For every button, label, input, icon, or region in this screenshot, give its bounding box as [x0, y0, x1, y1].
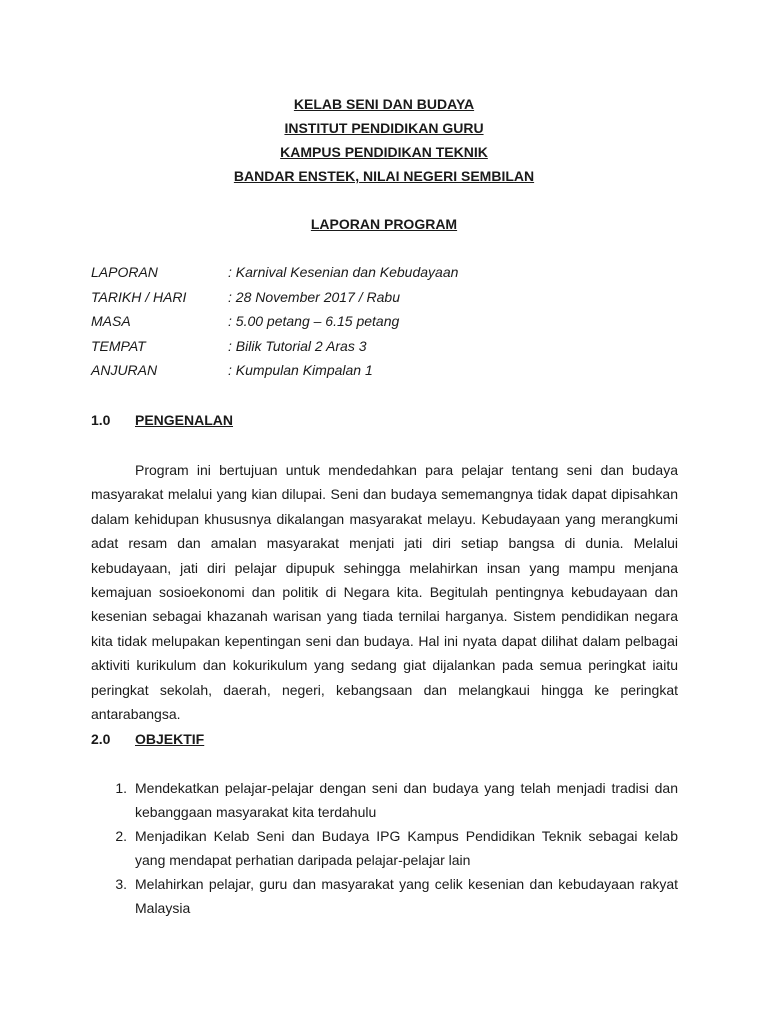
- info-value: : 5.00 petang – 6.15 petang: [228, 313, 400, 329]
- info-value: : Kumpulan Kimpalan 1: [228, 362, 373, 378]
- header-address: BANDAR ENSTEK, NILAI NEGERI SEMBILAN: [233, 168, 535, 184]
- objective-number: 2.: [115, 828, 127, 844]
- objective-item: [91, 872, 678, 920]
- objective-number: 1.: [115, 780, 127, 796]
- report-title: LAPORAN PROGRAM: [310, 216, 458, 232]
- objectives-list: [91, 776, 678, 920]
- info-row-tarikh: [91, 287, 691, 312]
- introduction-paragraph: Program ini bertujuan untuk mendedahkan para pelajar tentang seni dan budaya masyarakat melalui yang kian dilupai. Seni dan budaya sememangnya tidak dapat dipisahkan dalam kehidupan khususnya dikalangan masyarakat melayu. Kebudayaan yang merangkumi adat resam dan amalan masyarakat menjati jati diri setiap bangsa di dunia. Melalui kebudayaan, jati diri pelajar dipupuk sehingga melahirkan insan yang mampu menjana kemajuan sosioekonomi dan politik di Negara kita. Begitulah pentingnya kebudayaan dan kesenian sebagai khazanah warisan yang tiada ternilai harganya. Sistem pendidikan negara kita tidak melupakan kepentingan seni dan budaya. Hal ini nyata dapat dilihat dalam pelbagai aktiviti kurikulum dan kokurikulum yang sedang giat dijalankan pada semua peringkat iaitu peringkat sekolah, daerah, negeri, kebangsaan dan melangkaui hingga ke peringkat antarabangsa.: [91, 462, 678, 723]
- info-label: TEMPAT: [91, 337, 146, 354]
- info-row-anjuran: [91, 360, 691, 385]
- objective-text: Melahirkan pelajar, guru dan masyarakat yang celik kesenian dan kebudayaan rakyat Malaysia: [135, 876, 678, 916]
- info-value: : Bilik Tutorial 2 Aras 3: [228, 337, 367, 354]
- objective-number: 3.: [115, 876, 127, 892]
- section-heading-pengenalan: [91, 410, 233, 430]
- header-club-name: KELAB SENI DAN BUDAYA: [293, 96, 475, 112]
- header-campus-name: KAMPUS PENDIDIKAN TEKNIK: [280, 144, 488, 160]
- objective-text: Menjadikan Kelab Seni dan Budaya IPG Kampus Pendidikan Teknik sebagai kelab yang mendapat perhatian daripada pelajar-pelajar lain: [135, 828, 678, 868]
- info-label: TARIKH / HARI: [91, 288, 187, 305]
- program-info-table: [91, 262, 691, 385]
- info-row-masa: [91, 311, 691, 336]
- info-row-tempat: [91, 336, 691, 361]
- section-title: OBJEKTIF: [135, 731, 205, 747]
- header-institute-name: INSTITUT PENDIDIKAN GURU: [284, 120, 484, 136]
- objective-item: [91, 824, 678, 872]
- section-number: 1.0: [91, 412, 111, 428]
- info-value: : Karnival Kesenian dan Kebudayaan: [228, 264, 459, 280]
- section-number: 2.0: [91, 731, 111, 747]
- info-value: : 28 November 2017 / Rabu: [228, 288, 400, 305]
- info-label: LAPORAN: [91, 264, 158, 280]
- section-heading-objektif: [91, 729, 204, 749]
- info-label: ANJURAN: [91, 362, 158, 378]
- objective-item: [91, 776, 678, 824]
- section-title: PENGENALAN: [135, 412, 234, 428]
- info-label: MASA: [91, 313, 131, 329]
- info-row-laporan: [91, 262, 691, 287]
- document-header: [0, 92, 768, 188]
- objective-text: Mendekatkan pelajar-pelajar dengan seni dan budaya yang telah menjadi tradisi dan kebanggaan masyarakat kita terdahulu: [135, 780, 678, 820]
